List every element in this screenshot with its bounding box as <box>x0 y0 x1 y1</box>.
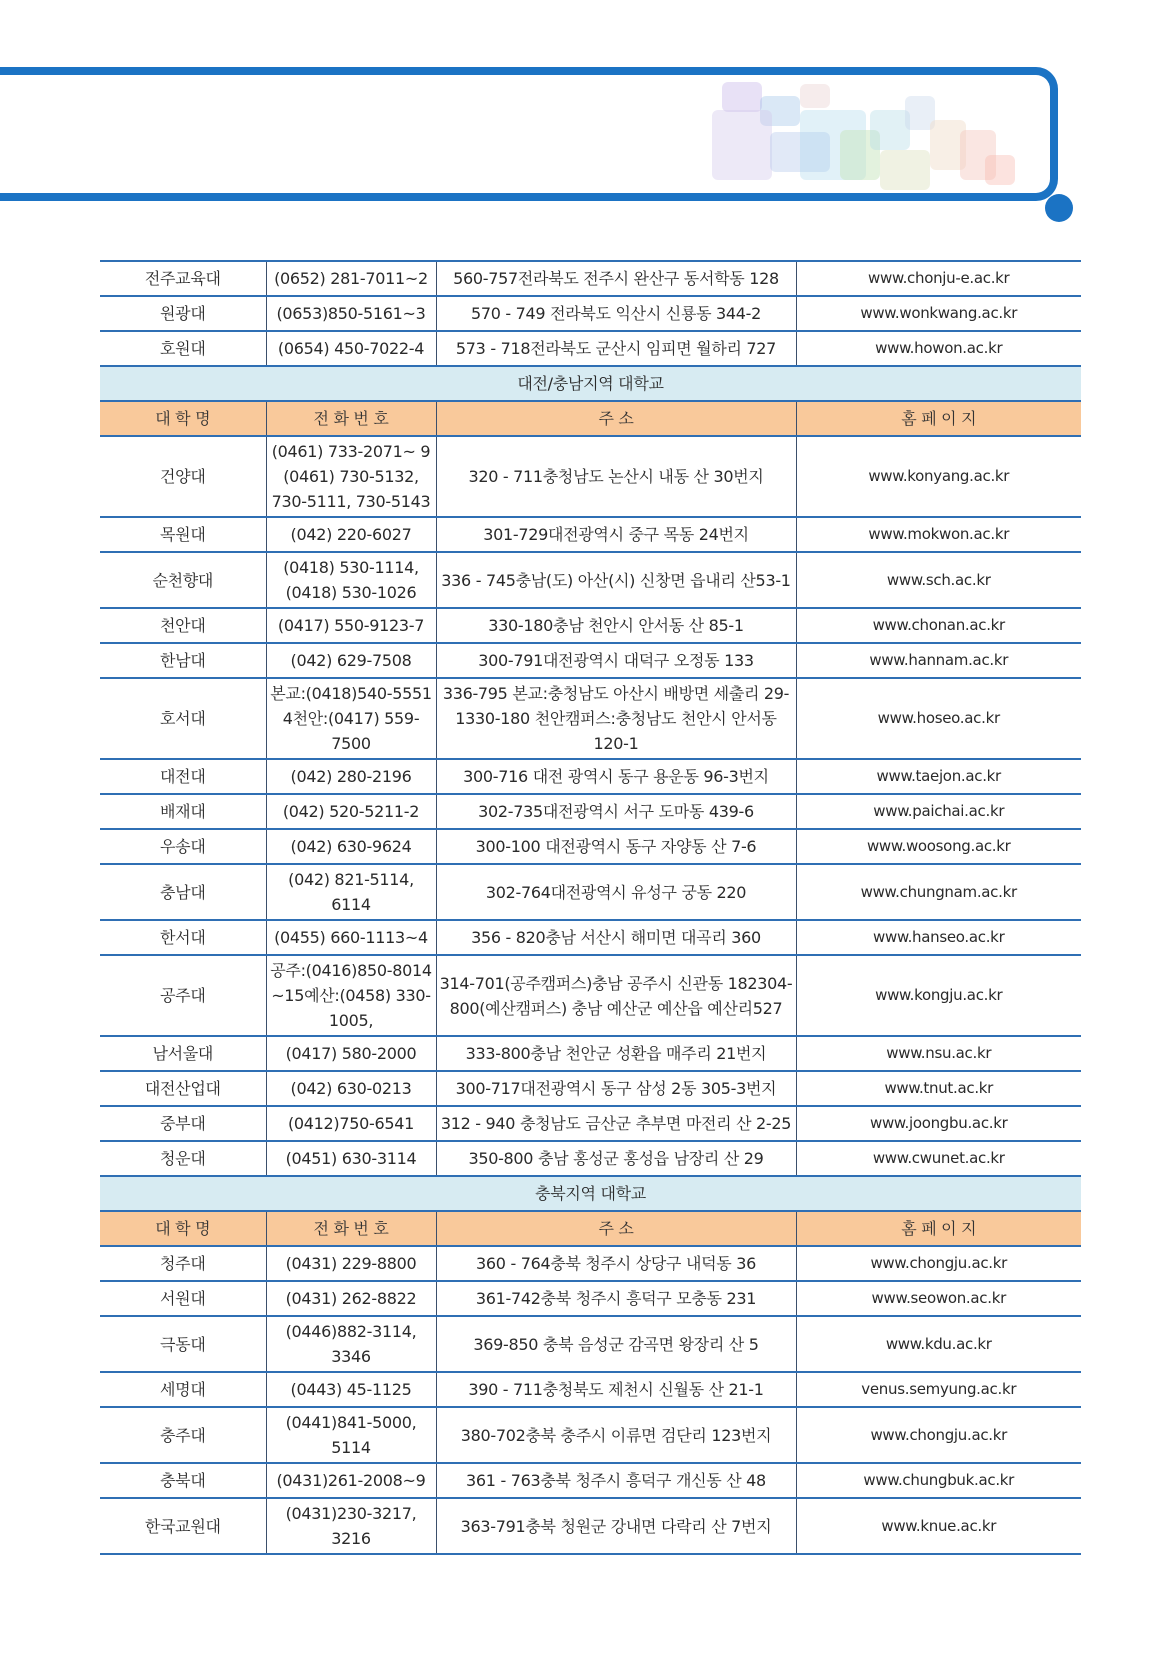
homepage-cell[interactable]: www.howon.ac.kr <box>796 331 1081 366</box>
phone-cell: (0417) 550-9123-7 <box>266 608 436 643</box>
table-row <box>100 608 1081 643</box>
homepage-cell[interactable]: www.taejon.ac.kr <box>796 759 1081 794</box>
homepage-cell[interactable]: www.knue.ac.kr <box>796 1498 1081 1554</box>
column-header-row <box>100 401 1081 436</box>
homepage-cell[interactable]: www.chongju.ac.kr <box>796 1246 1081 1281</box>
column-header: 대 학 명 <box>100 1211 266 1246</box>
column-header: 홈 페 이 지 <box>796 401 1081 436</box>
university-name-cell: 충북대 <box>100 1463 266 1498</box>
homepage-cell[interactable]: www.seowon.ac.kr <box>796 1281 1081 1316</box>
phone-cell: (042) 630-9624 <box>266 829 436 864</box>
table-row <box>100 436 1081 517</box>
university-name-cell: 우송대 <box>100 829 266 864</box>
table-row <box>100 1106 1081 1141</box>
phone-cell: (0446)882-3114, 3346 <box>266 1316 436 1372</box>
table-row <box>100 864 1081 920</box>
address-cell: 320 - 711충청남도 논산시 내동 산 30번지 <box>436 436 796 517</box>
table-row <box>100 552 1081 608</box>
address-cell: 363-791충북 청원군 강내면 다락리 산 7번지 <box>436 1498 796 1554</box>
address-cell: 336-795 본교:충청남도 아산시 배방면 세출리 29-1330-180 천안캠퍼스:충청남도 천안시 안서동 120-1 <box>436 678 796 759</box>
address-cell: 300-100 대전광역시 동구 자양동 산 7-6 <box>436 829 796 864</box>
table-row <box>100 1141 1081 1176</box>
university-name-cell: 호서대 <box>100 678 266 759</box>
homepage-cell[interactable]: www.hoseo.ac.kr <box>796 678 1081 759</box>
university-name-cell: 세명대 <box>100 1372 266 1407</box>
phone-cell: 공주:(0416)850-8014 ~15예산:(0458) 330-1005, <box>266 955 436 1036</box>
university-name-cell: 극동대 <box>100 1316 266 1372</box>
address-cell: 369-850 충북 음성군 감곡면 왕장리 산 5 <box>436 1316 796 1372</box>
homepage-cell[interactable]: www.paichai.ac.kr <box>796 794 1081 829</box>
university-name-cell: 원광대 <box>100 296 266 331</box>
address-cell: 570 - 749 전라북도 익산시 신룡동 344-2 <box>436 296 796 331</box>
address-cell: 300-791대전광역시 대덕구 오정동 133 <box>436 643 796 678</box>
homepage-cell[interactable]: www.woosong.ac.kr <box>796 829 1081 864</box>
university-name-cell: 목원대 <box>100 517 266 552</box>
header-frame-dot <box>1045 194 1073 222</box>
column-header: 홈 페 이 지 <box>796 1211 1081 1246</box>
region-header-row <box>100 1176 1081 1211</box>
homepage-cell[interactable]: www.tnut.ac.kr <box>796 1071 1081 1106</box>
address-cell: 350-800 충남 홍성군 홍성읍 남장리 산 29 <box>436 1141 796 1176</box>
phone-cell: (0431) 229-8800 <box>266 1246 436 1281</box>
homepage-cell[interactable]: www.chonan.ac.kr <box>796 608 1081 643</box>
university-name-cell: 공주대 <box>100 955 266 1036</box>
homepage-cell[interactable]: www.nsu.ac.kr <box>796 1036 1081 1071</box>
address-cell: 573 - 718전라북도 군산시 임피면 월하리 727 <box>436 331 796 366</box>
address-cell: 314-701(공주캠퍼스)충남 공주시 신관동 182304-800(예산캠퍼스) 충남 예산군 예산읍 예산리527 <box>436 955 796 1036</box>
table-row <box>100 794 1081 829</box>
phone-cell: (0417) 580-2000 <box>266 1036 436 1071</box>
phone-cell: (0654) 450-7022-4 <box>266 331 436 366</box>
column-header: 전 화 번 호 <box>266 1211 436 1246</box>
region-header-row <box>100 366 1081 401</box>
table-row <box>100 1407 1081 1463</box>
homepage-cell[interactable]: www.mokwon.ac.kr <box>796 517 1081 552</box>
column-header: 주 소 <box>436 401 796 436</box>
table-row <box>100 955 1081 1036</box>
phone-cell: (0455) 660-1113~4 <box>266 920 436 955</box>
table-row <box>100 261 1081 296</box>
table-row <box>100 1316 1081 1372</box>
homepage-cell[interactable]: www.hannam.ac.kr <box>796 643 1081 678</box>
university-name-cell: 충주대 <box>100 1407 266 1463</box>
university-name-cell: 배재대 <box>100 794 266 829</box>
phone-cell: (0441)841-5000, 5114 <box>266 1407 436 1463</box>
phone-cell: (042) 629-7508 <box>266 643 436 678</box>
table-row <box>100 759 1081 794</box>
phone-cell: (042) 821-5114, 6114 <box>266 864 436 920</box>
address-cell: 300-717대전광역시 동구 삼성 2동 305-3번지 <box>436 1071 796 1106</box>
phone-cell: (0443) 45-1125 <box>266 1372 436 1407</box>
table-row <box>100 1071 1081 1106</box>
address-cell: 380-702충북 충주시 이류면 검단리 123번지 <box>436 1407 796 1463</box>
address-cell: 301-729대전광역시 중구 목동 24번지 <box>436 517 796 552</box>
phone-cell: (042) 280-2196 <box>266 759 436 794</box>
university-name-cell: 건양대 <box>100 436 266 517</box>
homepage-cell[interactable]: www.konyang.ac.kr <box>796 436 1081 517</box>
address-cell: 361-742충북 청주시 흥덕구 모충동 231 <box>436 1281 796 1316</box>
address-cell: 300-716 대전 광역시 동구 용운동 96-3번지 <box>436 759 796 794</box>
phone-cell: (0431)230-3217, 3216 <box>266 1498 436 1554</box>
homepage-cell[interactable]: www.cwunet.ac.kr <box>796 1141 1081 1176</box>
phone-cell: (0652) 281-7011~2 <box>266 261 436 296</box>
table-row <box>100 331 1081 366</box>
homepage-cell[interactable]: www.chongju.ac.kr <box>796 1407 1081 1463</box>
address-cell: 336 - 745충남(도) 아산(시) 신창면 읍내리 산53-1 <box>436 552 796 608</box>
table-row <box>100 517 1081 552</box>
address-cell: 302-764대전광역시 유성구 궁동 220 <box>436 864 796 920</box>
homepage-cell[interactable]: www.wonkwang.ac.kr <box>796 296 1081 331</box>
column-header: 전 화 번 호 <box>266 401 436 436</box>
address-cell: 390 - 711충청북도 제천시 신월동 산 21-1 <box>436 1372 796 1407</box>
homepage-cell[interactable]: www.kongju.ac.kr <box>796 955 1081 1036</box>
address-cell: 333-800충남 천안군 성환읍 매주리 21번지 <box>436 1036 796 1071</box>
phone-cell: (0653)850-5161~3 <box>266 296 436 331</box>
address-cell: 356 - 820충남 서산시 해미면 대곡리 360 <box>436 920 796 955</box>
address-cell: 361 - 763충북 청주시 흥덕구 개신동 산 48 <box>436 1463 796 1498</box>
homepage-cell[interactable]: www.joongbu.ac.kr <box>796 1106 1081 1141</box>
address-cell: 360 - 764충북 청주시 상당구 내덕동 36 <box>436 1246 796 1281</box>
table-row <box>100 920 1081 955</box>
university-name-cell: 대전대 <box>100 759 266 794</box>
phone-cell: (042) 520-5211-2 <box>266 794 436 829</box>
homepage-cell[interactable]: www.hanseo.ac.kr <box>796 920 1081 955</box>
table-row <box>100 1463 1081 1498</box>
homepage-cell[interactable]: www.chonju-e.ac.kr <box>796 261 1081 296</box>
table-row <box>100 1246 1081 1281</box>
university-name-cell: 청주대 <box>100 1246 266 1281</box>
table-row <box>100 1372 1081 1407</box>
homepage-cell[interactable]: venus.semyung.ac.kr <box>796 1372 1081 1407</box>
phone-cell: (0418) 530-1114, (0418) 530-1026 <box>266 552 436 608</box>
table-body <box>100 261 1081 1554</box>
region-title: 대전/충남지역 대학교 <box>100 366 1081 401</box>
table-row <box>100 643 1081 678</box>
homepage-cell[interactable]: www.sch.ac.kr <box>796 552 1081 608</box>
phone-cell: 본교:(0418)540-5551 4천안:(0417) 559-7500 <box>266 678 436 759</box>
university-name-cell: 서원대 <box>100 1281 266 1316</box>
university-name-cell: 전주교육대 <box>100 261 266 296</box>
university-name-cell: 남서울대 <box>100 1036 266 1071</box>
phone-cell: (042) 220-6027 <box>266 517 436 552</box>
address-cell: 302-735대전광역시 서구 도마동 439-6 <box>436 794 796 829</box>
phone-cell: (0431) 262-8822 <box>266 1281 436 1316</box>
phone-cell: (0461) 733-2071~ 9 (0461) 730-5132, 730-5111, 730-5143 <box>266 436 436 517</box>
table-row <box>100 829 1081 864</box>
university-name-cell: 천안대 <box>100 608 266 643</box>
phone-cell: (042) 630-0213 <box>266 1071 436 1106</box>
table-row <box>100 296 1081 331</box>
address-cell: 312 - 940 충청남도 금산군 추부면 마전리 산 2-25 <box>436 1106 796 1141</box>
university-name-cell: 청운대 <box>100 1141 266 1176</box>
phone-cell: (0451) 630-3114 <box>266 1141 436 1176</box>
region-title: 충북지역 대학교 <box>100 1176 1081 1211</box>
table-row <box>100 1281 1081 1316</box>
homepage-cell[interactable]: www.chungnam.ac.kr <box>796 864 1081 920</box>
column-header: 주 소 <box>436 1211 796 1246</box>
university-name-cell: 한서대 <box>100 920 266 955</box>
phone-cell: (0431)261-2008~9 <box>266 1463 436 1498</box>
university-name-cell: 충남대 <box>100 864 266 920</box>
address-cell: 560-757전라북도 전주시 완산구 동서학동 128 <box>436 261 796 296</box>
university-name-cell: 중부대 <box>100 1106 266 1141</box>
column-header: 대 학 명 <box>100 401 266 436</box>
homepage-cell[interactable]: www.kdu.ac.kr <box>796 1316 1081 1372</box>
table-row <box>100 678 1081 759</box>
table-row <box>100 1498 1081 1554</box>
university-name-cell: 대전산업대 <box>100 1071 266 1106</box>
university-name-cell: 한국교원대 <box>100 1498 266 1554</box>
address-cell: 330-180충남 천안시 안서동 산 85-1 <box>436 608 796 643</box>
table-row <box>100 1036 1081 1071</box>
university-name-cell: 순천향대 <box>100 552 266 608</box>
phone-cell: (0412)750-6541 <box>266 1106 436 1141</box>
column-header-row <box>100 1211 1081 1246</box>
university-name-cell: 한남대 <box>100 643 266 678</box>
homepage-cell[interactable]: www.chungbuk.ac.kr <box>796 1463 1081 1498</box>
university-directory-table <box>100 260 1081 1555</box>
university-name-cell: 호원대 <box>100 331 266 366</box>
